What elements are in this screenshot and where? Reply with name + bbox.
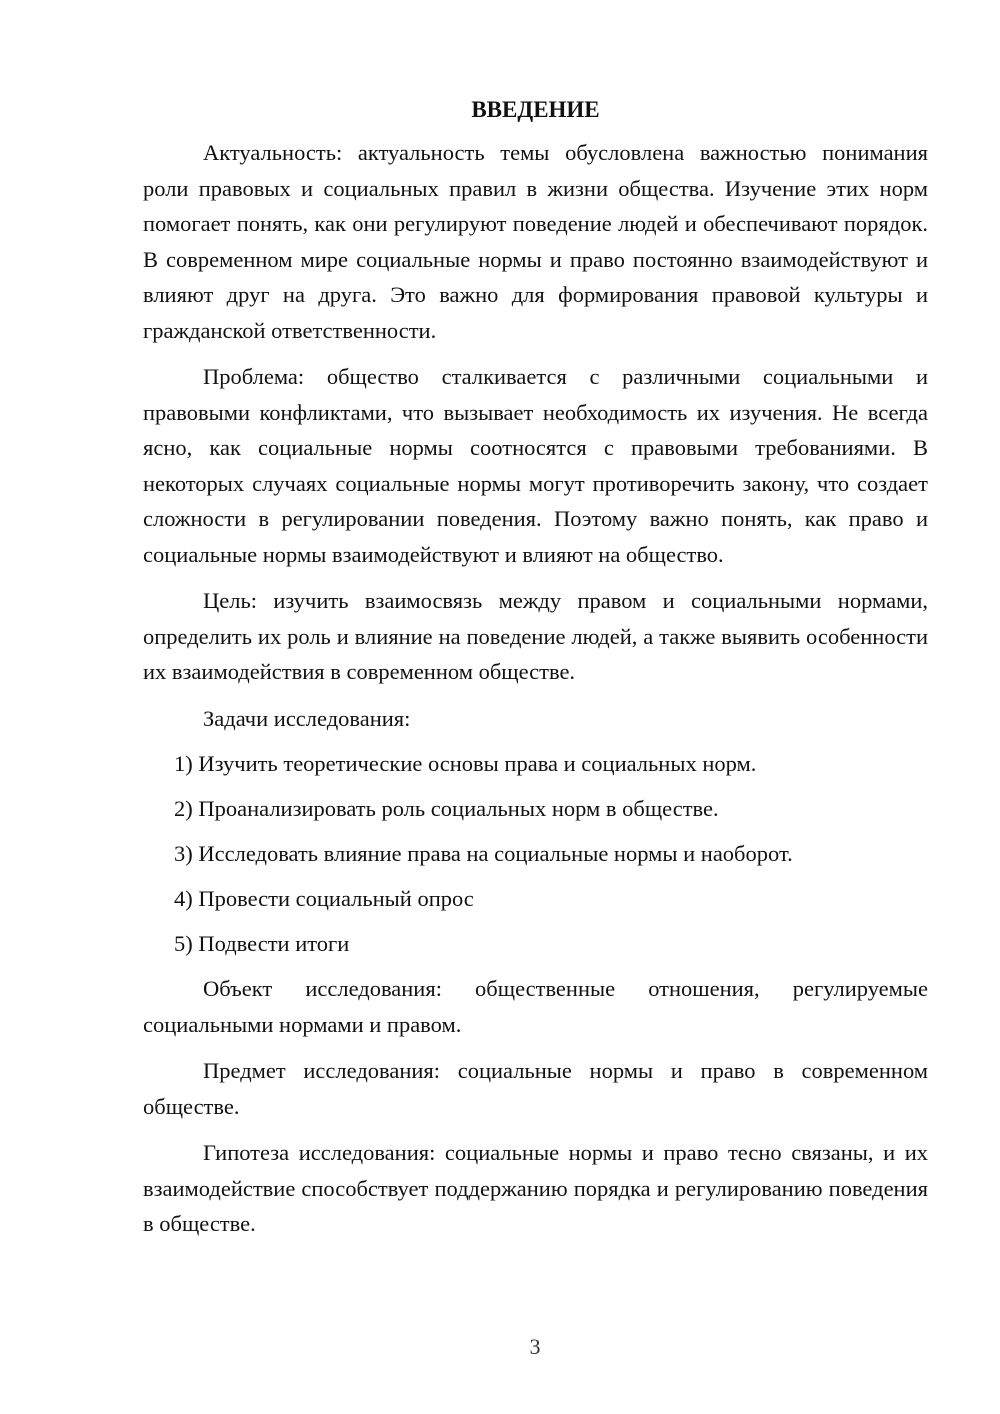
- task-item: 2) Проанализировать роль социальных норм в обществе.: [174, 796, 719, 821]
- page-number: 3: [529, 1334, 541, 1359]
- tasks-list: [143, 746, 928, 962]
- task-item: 1) Изучить теоретические основы права и социальных норм.: [174, 751, 757, 776]
- task-item: 3) Исследовать влияние права на социальные нормы и наоборот.: [174, 841, 793, 866]
- tasks-label: Задачи исследования:: [203, 705, 411, 731]
- section-heading: ВВЕДЕНИЕ: [471, 97, 600, 122]
- object-paragraph: Объект исследования: общественные отношения, регулируемые социальными нормами и правом.: [143, 976, 928, 1037]
- task-item: 4) Провести социальный опрос: [174, 886, 474, 911]
- relevance-paragraph: Актуальность: актуальность темы обусловлена важностью понимания роли правовых и социальных правил в жизни общества. Изучение этих норм помогает понять, как они регулируют поведение людей и обеспечивают порядок. В современном мире социальные нормы и право постоянно взаимодействуют и влияют друг на друга. Это важно для формирования правовой культуры и гражданской ответственности.: [143, 140, 928, 343]
- document-page: [143, 92, 928, 1253]
- task-item: 5) Подвести итоги: [174, 931, 350, 956]
- subject-paragraph: Предмет исследования: социальные нормы и право в современном обществе.: [143, 1058, 928, 1119]
- problem-paragraph: Проблема: общество сталкивается с различными социальными и правовыми конфликтами, что вызывает необходимость их изучения. Не всегда ясно, как социальные нормы соотносятся с правовыми требованиями. В некоторых случаях социальные нормы могут противоречить закону, что создает сложности в регулировании поведения. Поэтому важно понять, как право и социальные нормы взаимодействуют и влияют на общество.: [143, 364, 928, 567]
- goal-paragraph: Цель: изучить взаимосвязь между правом и социальными нормами, определить их роль и влияние на поведение людей, а также выявить особенности их взаимодействия в современном обществе.: [143, 588, 928, 684]
- hypothesis-paragraph: Гипотеза исследования: социальные нормы и право тесно связаны, и их взаимодействие способствует поддержанию порядка и регулированию поведения в обществе.: [143, 1140, 928, 1236]
